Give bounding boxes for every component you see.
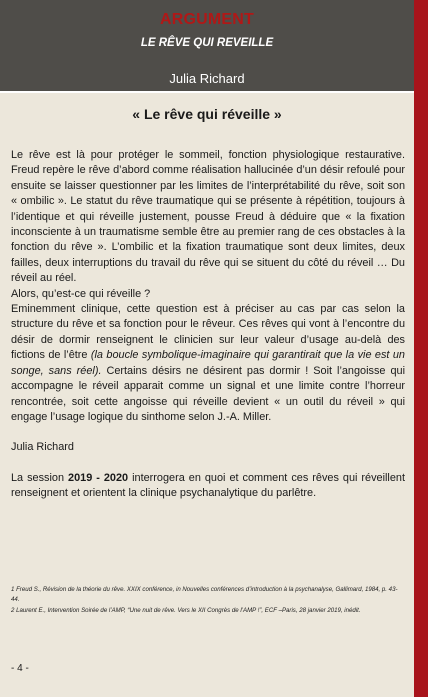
- header-band: [0, 0, 414, 91]
- paragraph-3-text-b: Certains désirs ne désirent pas dormir ! Soit l’angoisse qui accompagne le réveil apparait comme un signal et une limite contre l’horreur rencontrée, soit cette angoisse qui réveille devient « un outil du réveil » qui engage l’usage logique du sinthome selon J.-A. Miller.: [11, 364, 405, 423]
- session-paragraph: [11, 471, 405, 502]
- red-sidebar: [414, 0, 428, 697]
- footnotes: [11, 585, 405, 618]
- header-author: Julia Richard: [169, 71, 245, 86]
- paragraph-1: Le rêve est là pour protéger le sommeil, fonction physiologique restaurative. Freud repère le rêve d’abord comme réalisation hallucinée d’un désir refoulé pour ensuite se laisser questionner par les limites de l’interprétabilité du rêve, soit son « ombilic ». Le statut du rêve traumatique qui se présente à répétition, toujours à l’identique et qui réveille justement, pousse Freud à déduire que « la fixation inconsciente à un traumatisme semble être au premier rang de ces obstacles à la fonction du rêve ». L’ombilic et la fixation traumatique sont deux limites, deux failles, deux interruptions du travail du rêve qui se situent du côté du réveil … Du réveil au réel.: [11, 149, 405, 285]
- paragraph-3-text-a: Eminemment clinique, cette question est à préciser au cas par cas selon la structure du rêve et sa fonction pour le rêveur. Ces rêves qui vont à l’encontre du désir de dormir renseignent le clinicien sur leur valeur d’usage au-delà des fictions de l’être: [11, 303, 405, 362]
- session-text-b: interrogera en quoi et comment ces rêves qui réveillent renseignent et orientent la clinique psychanalytique du parlêtre.: [11, 471, 405, 500]
- paragraph-2: Alors, qu’est-ce qui réveille ?: [11, 287, 151, 300]
- session-text-a: La session: [11, 471, 69, 484]
- header-divider: [0, 91, 414, 93]
- footnote-2: 2 Laurent E., Intervention Soirée de l’AMP, “Une nuit de rêve. Vers le XII Congrès de l’AMP !”, ECF –Paris, 28 janvier 2019, inédit.: [11, 607, 361, 615]
- paragraph-3: [11, 302, 405, 425]
- section-subtitle: LE RÊVE QUI REVEILLE: [140, 37, 274, 49]
- page-number: - 4 -: [11, 663, 29, 674]
- paragraph-3-emphasis: (la boucle symbolique-imaginaire qui garantirait que la vie est un songe, sans réel).: [11, 349, 405, 377]
- article-body: [11, 148, 405, 502]
- signature: Julia Richard: [11, 441, 74, 454]
- footnote-1: 1 Freud S., Révision de la théorie du rêve. XXIX conférence, in Nouvelles conférences d’introduction à la psychanalyse, Gallimard, 1984, p. 43-44.: [11, 586, 398, 603]
- session-years: 2019 - 2020: [68, 471, 129, 484]
- article-title: « Le rêve qui réveille »: [132, 106, 282, 122]
- section-kicker: ARGUMENT: [159, 11, 255, 28]
